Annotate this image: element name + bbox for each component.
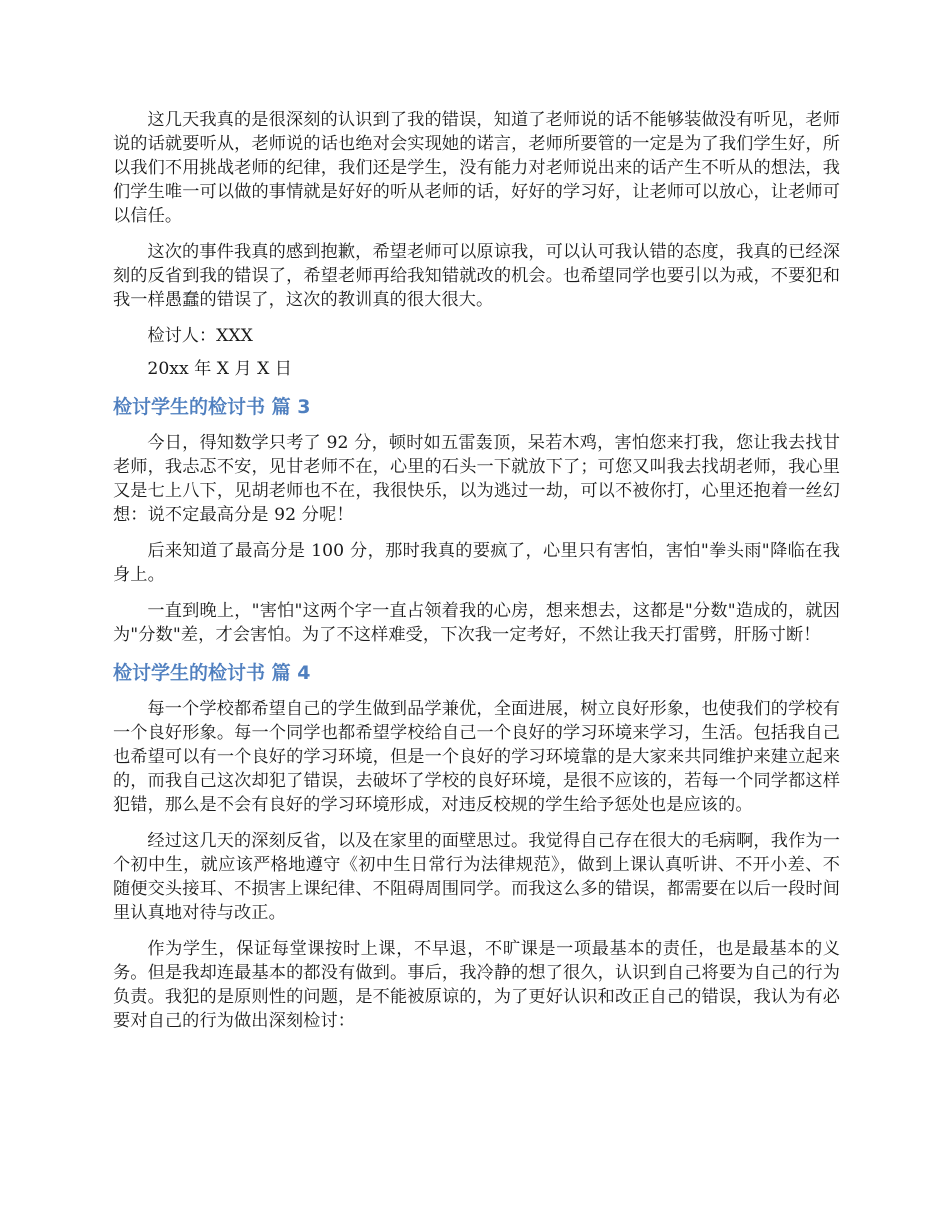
paragraph: 这次的事件我真的感到抱歉，希望老师可以原谅我，可以认可我认错的态度，我真的已经深刻的反省到我的错误了，希望老师再给我知错就改的机会。也希望同学也要引以为戒，不要犯和我一样愚蠢的错误了，这次的教训真的很大很大。	[113, 242, 840, 310]
paragraph: 每一个学校都希望自己的学生做到品学兼优，全面进展，树立良好形象，也使我们的学校有一个良好形象。每一个同学也都希望学校给自己一个良好的学习环境来学习，生活。包括我自己也希望可以有一个良好的学习环境，但是一个良好的学习环境靠的是大家来共同维护来建立起来的，而我自己这次却犯了错误，去破坏了学校的良好环境，是很不应该的，若每一个同学都这样犯错，那么是不会有良好的学习环境形成，对违反校规的学生给予惩处也是应该的。	[113, 699, 840, 815]
section-heading: 检讨学生的检讨书 篇 3	[113, 396, 311, 418]
paragraph: 后来知道了最高分是 100 分，那时我真的要疯了，心里只有害怕，害怕"拳头雨"降临在我身上。	[113, 541, 840, 585]
section-heading: 检讨学生的检讨书 篇 4	[113, 662, 311, 684]
signature-line: 检讨人：XXX	[147, 326, 253, 346]
paragraph: 作为学生，保证每堂课按时上课，不早退，不旷课是一项最基本的责任，也是最基本的义务。但是我却连最基本的都没有做到。事后，我冷静的想了很久，认识到自己将要为自己的行为负责。我犯的是原则性的问题，是不能被原谅的，为了更好认识和改正自己的错误，我认为有必要对自己的行为做出深刻检讨：	[113, 939, 840, 1031]
date-line: 20xx 年 X 月 X 日	[147, 359, 292, 379]
paragraph: 经过这几天的深刻反省，以及在家里的面壁思过。我觉得自己存在很大的毛病啊，我作为一个初中生，就应该严格地遵守《初中生日常行为法律规范》，做到上课认真听讲、不开小差、不随便交头接耳、不损害上课纪律、不阻碍周围同学。而我这么多的错误，都需要在以后一段时间里认真地对待与改正。	[113, 831, 840, 923]
paragraph: 一直到晚上，"害怕"这两个字一直占领着我的心房，想来想去，这都是"分数"造成的，就因为"分数"差，才会害怕。为了不这样难受，下次我一定考好，不然让我天打雷劈，肝肠寸断！	[113, 601, 840, 645]
paragraph: 今日，得知数学只考了 92 分，顿时如五雷轰顶，呆若木鸡，害怕您来打我，您让我去找甘老师，我忐忑不安，见甘老师不在，心里的石头一下就放下了；可您又叫我去找胡老师，我心里又是七上八下，见胡老师也不在，我很快乐，以为逃过一劫，可以不被你打，心里还抱着一丝幻想：说不定最高分是 92 分呢！	[113, 433, 840, 525]
paragraph: 这几天我真的是很深刻的认识到了我的错误，知道了老师说的话不能够装做没有听见，老师说的话就要听从，老师说的话也绝对会实现她的诺言，老师所要管的一定是为了我们学生好，所以我们不用挑战老师的纪律，我们还是学生，没有能力对老师说出来的话产生不听从的想法，我们学生唯一可以做的事情就是好好的听从老师的话，好好的学习好，让老师可以放心，让老师可以信任。	[113, 110, 840, 226]
document-page	[113, 108, 840, 1045]
